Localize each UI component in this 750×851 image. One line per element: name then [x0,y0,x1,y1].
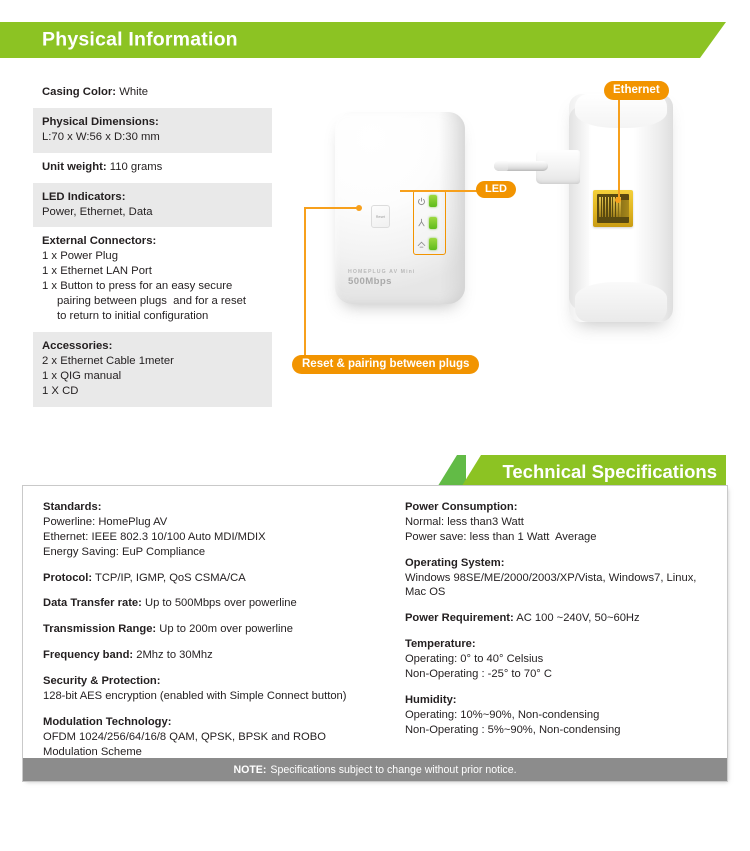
spec-block [405,500,713,545]
note-bar [23,758,727,781]
callout-dot-ethernet [615,197,621,203]
power-icon [417,197,426,206]
callout-reset-pairing: Reset & pairing between plugs [292,355,479,374]
spec-block [43,648,383,663]
spec-label: Power Consumption: [404,501,518,513]
spec-columns [23,486,727,758]
ethernet-network-icon [417,218,426,227]
spec-label: Data Transfer rate: Up to 500Mbps over powerline [43,597,297,610]
spec-value-line: OFDM 1024/256/64/16/8 QAM, QPSK, BPSK and ROBO [43,730,326,743]
led-row-data [417,238,442,250]
callout-leader-line-led [400,190,478,192]
physical-spec-label: External Connectors: [42,235,157,248]
plug-pin [494,161,548,171]
spec-value-line: Mac OS [404,586,446,599]
eu-power-plug [488,150,580,184]
led-row-ethernet [417,217,442,229]
note-prefix: NOTE: [233,763,267,776]
physical-spec-label: Accessories: [42,339,113,352]
spec-block [405,637,713,682]
physical-information-header [0,22,726,58]
physical-spec-row [33,227,272,331]
note-text: Specifications subject to change without prior notice. [270,763,517,776]
physical-spec-list [33,78,272,407]
spec-value-line: 128-bit AES encryption (enabled with Simple Connect button) [43,690,347,703]
device-side-edge [569,106,589,310]
callout-leader-line-reset-horizontal [304,207,359,209]
spec-value-line: Windows 98SE/ME/2000/2003/XP/Vista, Windows7, Linux, [404,571,697,584]
spec-label: Protocol: TCP/IP, IGMP, QoS CSMA/CA [43,571,246,584]
product-image-stage [288,76,750,406]
spec-label: Humidity: [404,693,457,706]
spec-label: Power Requirement: AC 100 ~240V, 50~60Hz [404,612,640,625]
callout-leader-line-reset-vertical [304,207,306,357]
callout-led: LED [476,181,516,198]
spec-block [43,674,383,704]
device-brand-line-2: 500Mbps [348,276,392,287]
spec-label: Operating System: [404,556,505,569]
green-accent-shape [436,455,466,489]
physical-spec-label: Unit weight: 110 grams [42,160,163,173]
rj45-cavity [597,194,629,223]
callout-leader-line-ethernet [618,100,620,200]
led-lamp-data [429,238,437,250]
spec-label: Temperature: [404,638,476,651]
led-indicator-group [413,190,446,255]
physical-spec-label: Casing Color: White [42,86,149,98]
spec-label: Modulation Technology: [43,715,172,728]
spec-value-line: Powerline: HomePlug AV [43,515,168,528]
callout-dot-reset [356,205,362,211]
device-bottom-lip [575,282,667,322]
physical-spec-line: 1 x Ethernet LAN Port [42,265,152,278]
reset-button-on-device [371,205,390,228]
physical-spec-label: LED Indicators: [42,190,126,203]
spec-block [43,571,383,586]
physical-spec-line: Power, Ethernet, Data [42,205,153,218]
technical-specifications-header [436,455,726,489]
page-title: Physical Information [42,28,238,51]
spec-label: Frequency band: 2Mhz to 30Mhz [43,649,213,662]
spec-value-line: Energy Saving: EuP Compliance [43,545,206,558]
spec-block [405,611,713,626]
device-brand-line-1: HOMEPLUG AV Mini [348,269,416,275]
physical-spec-line-indented: pairing between plugs and for a reset [57,295,247,308]
callout-ethernet: Ethernet [604,81,669,100]
physical-spec-row [33,183,272,228]
spec-block [43,715,383,760]
physical-spec-line: L:70 x W:56 x D:30 mm [42,130,160,143]
spec-value-line: Operating: 0° to 40° Celsius [404,653,544,666]
technical-specifications-panel [22,485,728,782]
physical-spec-label: Physical Dimensions: [42,115,159,128]
data-powerline-icon [417,240,426,249]
led-lamp-ethernet [429,217,437,229]
physical-spec-row [33,108,272,153]
reset-button-label: Reset [375,214,386,219]
physical-spec-line: 1 x Button to press for an easy secure [42,280,233,293]
spec-block [43,596,383,611]
spec-block [43,622,383,637]
section-title-technical: Technical Specifications [502,461,717,482]
spec-value-line: Operating: 10%~90%, Non-condensing [404,708,600,721]
spec-label: Transmission Range: Up to 200m over powerline [43,623,293,636]
physical-spec-row [33,153,272,183]
spec-block [405,556,713,601]
led-row-power [417,195,442,207]
ethernet-rj45-port [593,190,633,227]
physical-spec-line-indented: to return to initial configuration [57,309,209,322]
physical-spec-row [33,78,272,108]
physical-spec-line: 1 X CD [42,384,79,397]
spec-column-right [397,500,727,742]
spec-label: Security & Protection: [43,675,161,688]
physical-spec-line: 1 x QIG manual [42,369,122,382]
spec-block [43,500,383,560]
led-lamp-power [429,195,437,207]
device-branding [348,269,415,287]
physical-spec-row [33,332,272,407]
physical-spec-line: 2 x Ethernet Cable 1meter [42,354,174,367]
spec-value-line: Power save: less than 1 Watt Average [404,530,597,543]
spec-block [405,693,713,738]
spec-column-left [23,500,397,758]
spec-value-line: Ethernet: IEEE 802.3 10/100 Auto MDI/MDIX [43,530,266,543]
spec-value-line: Normal: less than3 Watt [404,515,524,528]
spec-value-line: Non-Operating : -25° to 70° C [404,668,552,681]
spec-label: Standards: [43,501,102,513]
spec-value-line: Modulation Scheme [43,745,142,758]
physical-spec-line: 1 x Power Plug [42,250,118,263]
spec-value-line: Non-Operating : 5%~90%, Non-condensing [404,723,621,736]
